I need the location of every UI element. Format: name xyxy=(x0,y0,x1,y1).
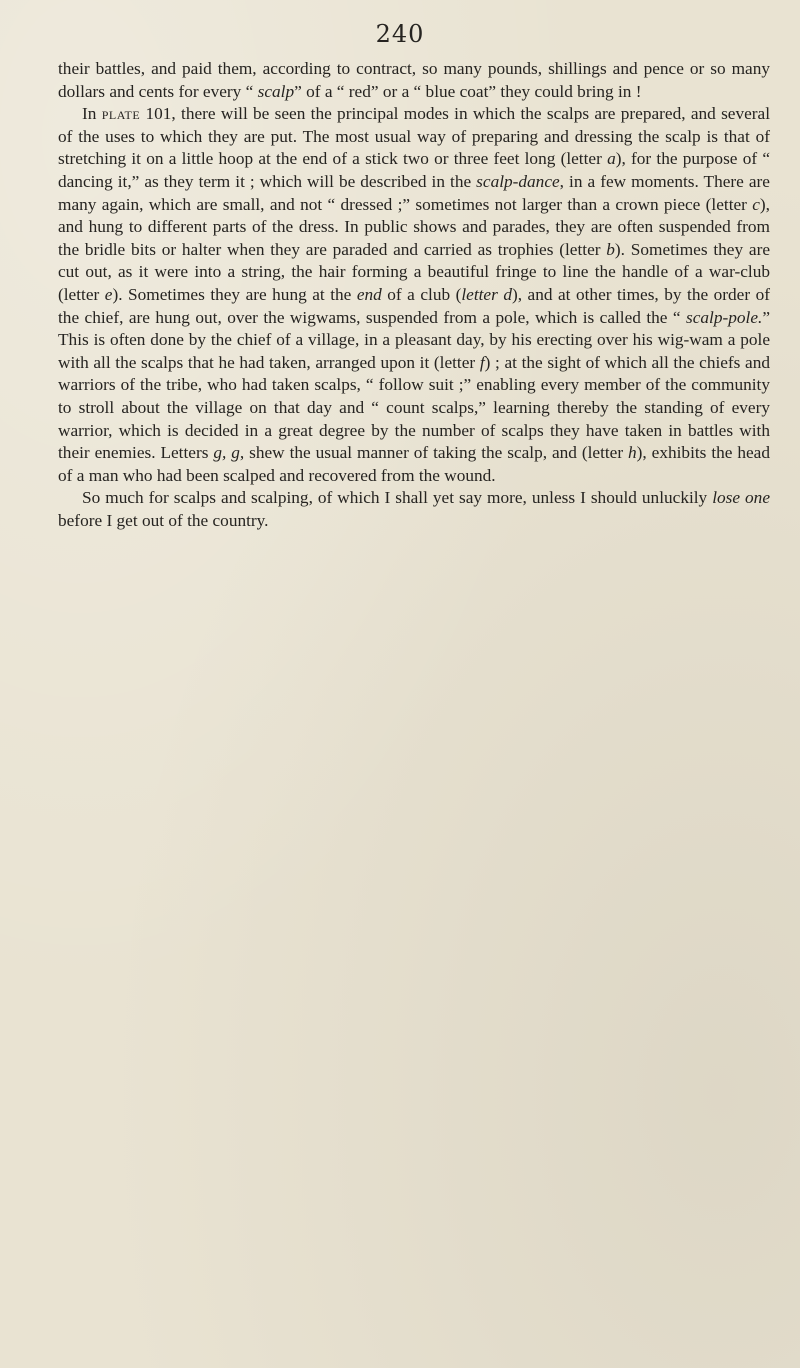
text-run: ), and at other times, by the order of the chief, are hung out, over the wigwams, suspended from a pole, which is called the “ xyxy=(58,284,771,327)
text-run: In xyxy=(82,104,102,124)
emphasis-text: b xyxy=(606,239,615,259)
text-run: ), and hung to different parts of the dress. In public shows and parades, they are often suspended from the bridle bits or halter when they are paraded and carried as trophies (letter xyxy=(58,194,770,259)
emphasis-text: plate xyxy=(101,104,141,124)
text-run: ). Sometimes they are cut out, as it were into a string, the hair forming a beautiful fringe to line the handle of a war-club (letter xyxy=(58,239,770,304)
emphasis-text: scalp xyxy=(257,81,295,101)
text-run: , shew the usual manner of taking the scalp, and (letter xyxy=(239,443,629,463)
text-run: ” This is often done by the chief of a village, in a pleasant day, by his erecting over his wig-wam a pole with all the scalps that he had taken, arranged upon it (letter xyxy=(58,307,770,372)
emphasis-text: c xyxy=(752,194,760,214)
paragraph xyxy=(58,487,770,532)
text-run: ). Sometimes they are hung at the xyxy=(112,284,357,304)
page-number: 240 xyxy=(375,20,425,48)
emphasis-text: letter d xyxy=(461,284,512,304)
emphasis-text: scalp-dance xyxy=(476,171,560,191)
emphasis-text: end xyxy=(356,284,382,304)
text-run: 101, there will be seen the principal modes in which the scalps are prepared, and several of the uses to which they are put. The most usual way of preparing and dressing the scalp is that of stretching it on a little hoop at the end of a stick two or three feet long (letter xyxy=(58,104,771,169)
text-run: their battles, and paid them, according to contract, so many pounds, shillings and pence or so many dollars and cents for every “ xyxy=(58,59,770,101)
emphasis-text: e xyxy=(104,284,113,304)
emphasis-text: lose one xyxy=(712,488,770,508)
text-run: ” of a “ red” or a “ blue coat” they could bring in ! xyxy=(294,81,642,101)
text-run: , in a few moments. There are many again, which are small, and not “ dressed ;” sometimes not larger than a crown piece (letter xyxy=(58,171,770,214)
emphasis-text: g, g xyxy=(213,443,240,463)
emphasis-text: a xyxy=(607,149,616,169)
text-run: before I get out of the country. xyxy=(58,510,269,530)
text-run: ), for the purpose of “ dancing it,” as they term it ; which will be described in the xyxy=(58,149,770,191)
body-text xyxy=(58,58,770,532)
paragraph xyxy=(58,58,770,103)
paragraph xyxy=(58,103,770,487)
emphasis-text: scalp-pole. xyxy=(686,307,763,327)
emphasis-text: h xyxy=(628,443,637,463)
text-run: ), exhibits the head of a man who had been scalped and recovered from the wound. xyxy=(58,443,770,485)
text-run: So much for scalps and scalping, of which I shall yet say more, unless I should unluckily xyxy=(82,488,713,508)
text-run: of a club ( xyxy=(381,284,462,304)
text-run: ) ; at the sight of which all the chiefs and warriors of the tribe, who had taken scalps, “ follow suit ;” enabling every member of the community to stroll about the village on that day and “ count scalps,” learning thereby the standing of every warrior, which is decided in a great degree by the number of scalps they have taken in battles with their enemies. Letters xyxy=(58,352,770,463)
emphasis-text: f xyxy=(479,352,485,372)
